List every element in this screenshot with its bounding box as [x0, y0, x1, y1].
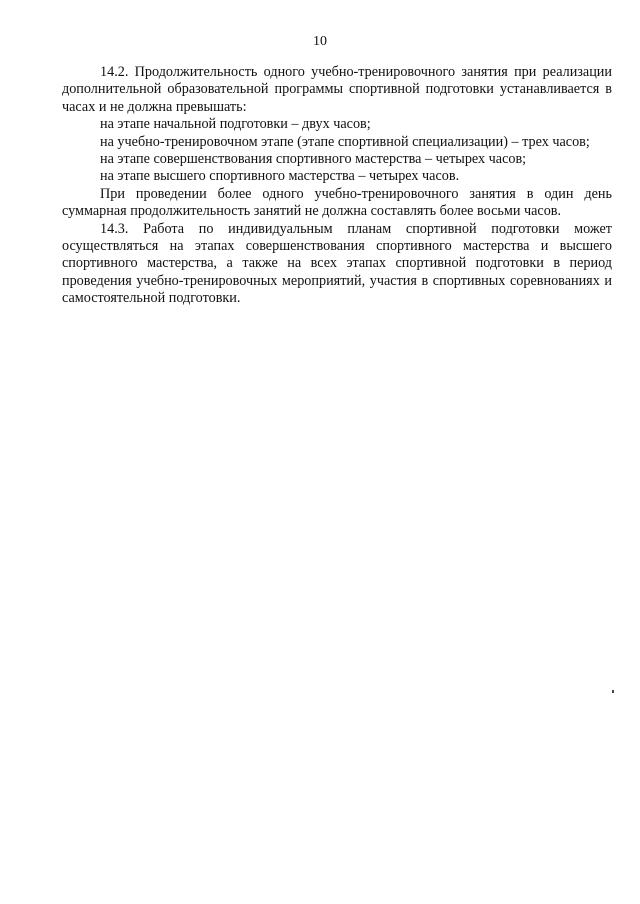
scan-speck — [612, 690, 614, 693]
page-number: 10 — [313, 34, 327, 49]
paragraph-stage-higher: на этапе высшего спортивного мастерства – четырех часов. — [100, 168, 460, 185]
paragraph-stage-training: на учебно-тренировочном этапе (этапе спортивной специализации) – трех часов; — [100, 133, 590, 150]
paragraph-14-3: 14.3. Работа по индивидуальным планам спортивной подготовки может осуществляться на этапах совершенствования спортивного мастерства и высшего спортивного мастерства, а также на всех этапах спортивной подготовки в период проведения учебно-тренировочных мероприятий, участия в спортивных соревнованиях и самостоятельной подготовки. — [62, 220, 612, 307]
document-body — [62, 64, 612, 308]
paragraph-stage-initial: на этапе начальной подготовки – двух часов; — [100, 116, 371, 133]
paragraph-stage-improvement: на этапе совершенствования спортивного мастерства – четырех часов; — [100, 151, 527, 168]
paragraph-14-2: 14.2. Продолжительность одного учебно-тренировочного занятия при реализации дополнительной образовательной программы спортивной подготовки устанавливается в часах и не должна превышать: — [62, 64, 612, 115]
paragraph-multiple-sessions: При проведении более одного учебно-тренировочного занятия в один день суммарная продолжительность занятий не должна составлять более восьми часов. — [62, 185, 612, 220]
